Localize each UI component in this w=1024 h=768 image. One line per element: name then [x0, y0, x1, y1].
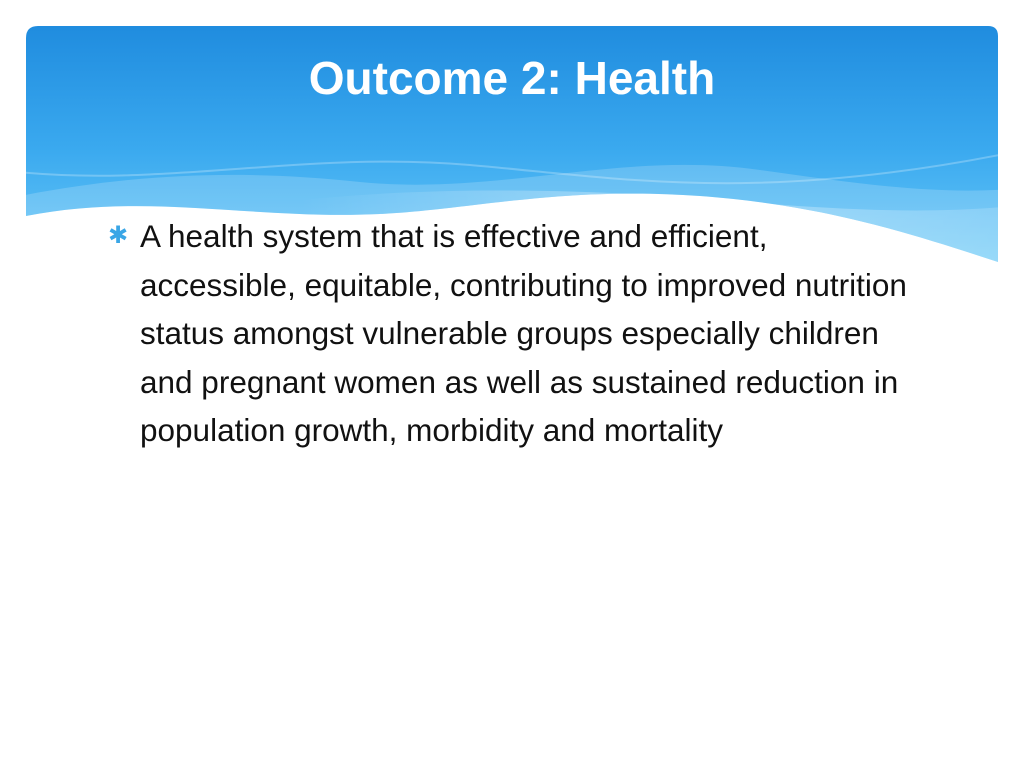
- slide-body: [104, 212, 924, 455]
- asterisk-bullet-icon: ✱: [108, 222, 129, 249]
- slide-title: Outcome 2: Health: [308, 52, 716, 104]
- bullet-item: [104, 212, 924, 455]
- bullet-text: A health system that is effective and efficient, accessible, equitable, contributing to improved nutrition status amongst vulnerable groups especially children and pregnant women as well as sustained reduction in population growth, morbidity and mortality: [140, 218, 907, 448]
